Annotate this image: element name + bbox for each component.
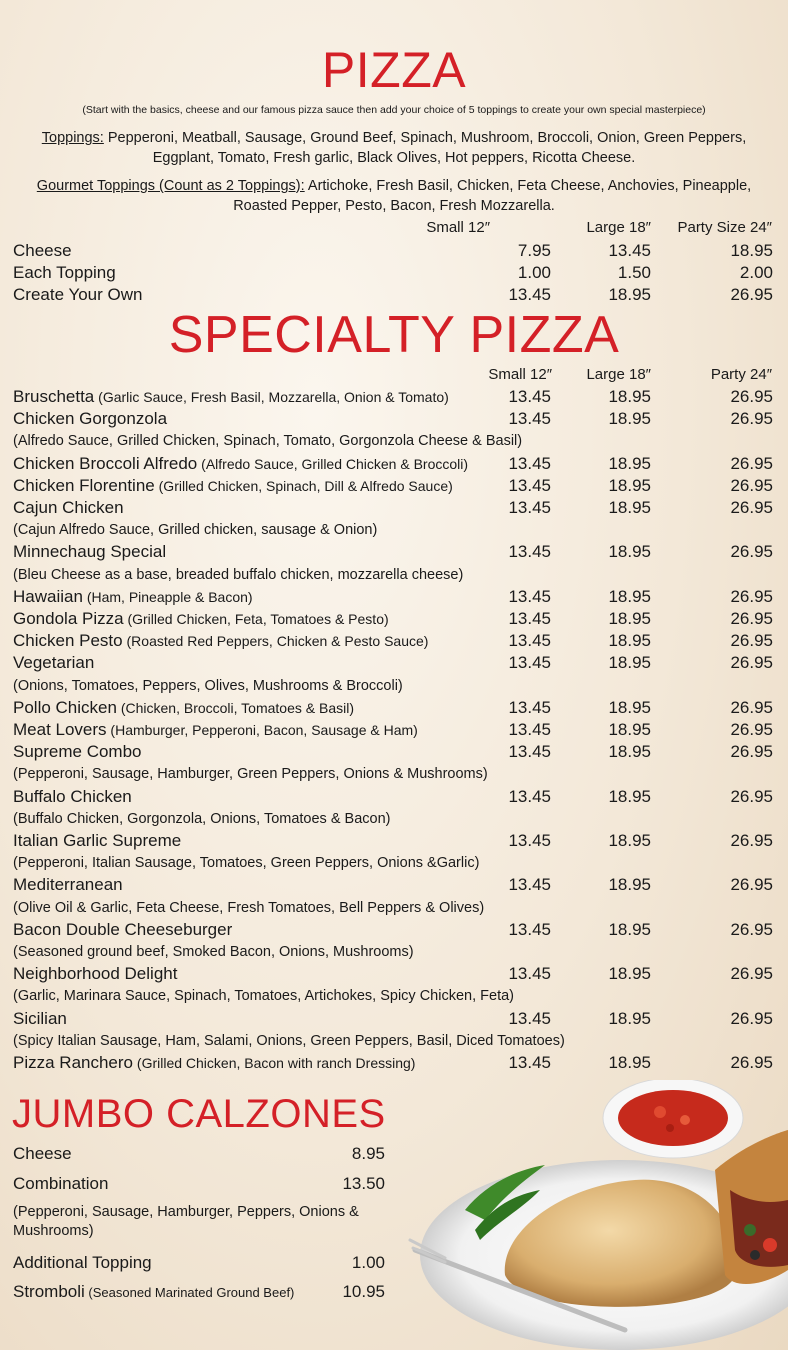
price-large: 13.45 [608, 241, 651, 260]
specialty-row-name: Pollo Chicken [13, 698, 117, 717]
pizza-row-name: Each Topping [13, 263, 116, 282]
price-party: 26.95 [730, 285, 773, 304]
calzone-additional-name: Additional Topping [13, 1253, 152, 1272]
price-large: 18.95 [608, 742, 651, 761]
specialty-row [13, 541, 773, 563]
calzone-stromboli-name: Stromboli [13, 1282, 85, 1301]
specialty-row-desc: (Onions, Tomatoes, Peppers, Olives, Mushrooms & Broccoli) [13, 678, 403, 694]
specialty-row-name-wrap [13, 963, 177, 985]
price-small: 13.45 [508, 1009, 551, 1028]
specialty-row-name-wrap [13, 786, 132, 808]
specialty-row-name: Sicilian [13, 1009, 67, 1028]
price-party: 26.95 [730, 653, 773, 672]
calzone-cheese [13, 1143, 385, 1165]
price-small: 13.45 [508, 720, 551, 739]
specialty-row-desc: (Buffalo Chicken, Gorgonzola, Onions, Tomatoes & Bacon) [13, 811, 391, 827]
price-party: 26.95 [730, 698, 773, 717]
specialty-row-desc: (Olive Oil & Garlic, Feta Cheese, Fresh Tomatoes, Bell Peppers & Olives) [13, 900, 485, 916]
price-large: 18.95 [608, 964, 651, 983]
specialty-row-name: Cajun Chicken [13, 498, 124, 517]
price-large: 18.95 [608, 285, 651, 304]
specialty-row-name-wrap [13, 1052, 415, 1074]
price-large: 18.95 [608, 609, 651, 628]
pizza-row [13, 284, 773, 306]
toppings-list [20, 128, 768, 168]
gourmet-toppings-list [20, 176, 768, 216]
price-small: 13.45 [508, 920, 551, 939]
marinara-sauce [618, 1090, 728, 1146]
price-party: 26.95 [730, 875, 773, 894]
specialty-row-name-wrap [13, 608, 389, 630]
specialty-row-inline-desc: (Ham, Pineapple & Bacon) [82, 589, 253, 605]
specialty-pizza-title: SPECIALTY PIZZA [168, 306, 620, 364]
specialty-row-name-wrap [13, 586, 253, 608]
toppings-text: Pepperoni, Meatball, Sausage, Ground Beef, Spinach, Mushroom, Broccoli, Onion, Green Peppers, Eggplant, Tomato, Fresh garlic, Black Olives, Hot peppers, Ricotta Cheese. [103, 130, 747, 166]
specialty-row-name: Minnechaug Special [13, 542, 167, 561]
specialty-row-name-wrap [13, 386, 449, 408]
specialty-row-desc: (Seasoned ground beef, Smoked Bacon, Onions, Mushrooms) [13, 944, 414, 960]
price-party: 18.95 [730, 241, 773, 260]
specialty-row-desc: (Bleu Cheese as a base, breaded buffalo chicken, mozzarella cheese) [13, 567, 464, 583]
price-large: 18.95 [608, 409, 651, 428]
price-party: 26.95 [730, 720, 773, 739]
specialty-row-name: Supreme Combo [13, 742, 142, 761]
specialty-row [13, 608, 773, 630]
price-small: 13.45 [508, 454, 551, 473]
calzone-stromboli-price: 10.95 [342, 1282, 385, 1301]
price-party: 26.95 [730, 498, 773, 517]
price-large: 18.95 [608, 387, 651, 406]
price-small: 13.45 [508, 587, 551, 606]
specialty-row [13, 697, 773, 719]
specialty-row-name-wrap [13, 919, 232, 941]
specialty-row [13, 1052, 773, 1074]
price-small: 13.45 [508, 631, 551, 650]
specialty-row-name-wrap [13, 874, 123, 896]
specialty-row-name: Chicken Pesto [13, 631, 123, 650]
specialty-row-name-wrap [13, 630, 428, 652]
price-large: 18.95 [608, 787, 651, 806]
specialty-row-name: Vegetarian [13, 653, 95, 672]
specialty-row-desc: (Spicy Italian Sausage, Ham, Salami, Onions, Green Peppers, Basil, Diced Tomatoes) [13, 1033, 565, 1049]
specialty-row [13, 963, 773, 985]
price-party: 26.95 [730, 476, 773, 495]
calzone-photo [405, 1080, 788, 1350]
price-small: 13.45 [508, 698, 551, 717]
specialty-row-inline-desc: (Chicken, Broccoli, Tomatoes & Basil) [116, 700, 355, 716]
specialty-row-name: Mediterranean [13, 875, 123, 894]
calzone-combination [13, 1173, 385, 1195]
price-large: 18.95 [608, 875, 651, 894]
price-small: 13.45 [508, 1053, 551, 1072]
specialty-row [13, 830, 773, 852]
specialty-row [13, 408, 773, 430]
gourmet-text: Artichoke, Fresh Basil, Chicken, Feta Cheese, Anchovies, Pineapple, Roasted Pepper, Pesto, Bacon, Fresh Mozzarella. [233, 178, 752, 214]
price-party: 26.95 [730, 920, 773, 939]
calzones-title: JUMBO CALZONES [12, 1092, 386, 1136]
price-small: 1.00 [517, 263, 551, 282]
specialty-row [13, 497, 773, 519]
price-large: 18.95 [608, 498, 651, 517]
price-small: 13.45 [508, 875, 551, 894]
specialty-row-inline-desc: (Alfredo Sauce, Grilled Chicken & Broccoli) [197, 456, 469, 472]
specialty-row-name-wrap [13, 541, 166, 563]
calzone-cheese-name: Cheese [13, 1144, 72, 1163]
specialty-row [13, 475, 773, 497]
specialty-row-name: Bacon Double Cheeseburger [13, 920, 233, 939]
price-party: 26.95 [730, 1053, 773, 1072]
price-small: 13.45 [508, 787, 551, 806]
specialty-size-header-large: Large 18″ [586, 366, 651, 383]
specialty-row-inline-desc: (Grilled Chicken, Feta, Tomatoes & Pesto) [123, 611, 389, 627]
price-large: 18.95 [608, 653, 651, 672]
specialty-row-inline-desc: (Garlic Sauce, Fresh Basil, Mozzarella, Onion & Tomato) [94, 389, 449, 405]
specialty-row-desc: (Alfredo Sauce, Grilled Chicken, Spinach, Tomato, Gorgonzola Cheese & Basil) [13, 433, 523, 449]
price-large: 18.95 [608, 476, 651, 495]
price-large: 18.95 [608, 542, 651, 561]
price-large: 18.95 [608, 1053, 651, 1072]
pizza-row-name: Create Your Own [13, 285, 143, 304]
specialty-row-name-wrap [13, 475, 453, 497]
price-small: 13.45 [508, 831, 551, 850]
specialty-row-name: Bruschetta [13, 387, 95, 406]
specialty-row [13, 586, 773, 608]
price-party: 26.95 [730, 831, 773, 850]
pizza-title: PIZZA [321, 42, 467, 98]
calzone-cheese-price: 8.95 [351, 1144, 385, 1163]
price-party: 26.95 [730, 454, 773, 473]
price-party: 26.95 [730, 1009, 773, 1028]
price-small: 7.95 [517, 241, 551, 260]
specialty-row-desc: (Pepperoni, Italian Sausage, Tomatoes, Green Peppers, Onions &Garlic) [13, 855, 480, 871]
specialty-row-name: Hawaiian [13, 587, 83, 606]
price-party: 26.95 [730, 587, 773, 606]
specialty-row-name: Neighborhood Delight [13, 964, 178, 983]
calzone-additional-price: 1.00 [351, 1253, 385, 1272]
calzone-combination-price: 13.50 [342, 1174, 385, 1193]
pizza-row-name: Cheese [13, 241, 72, 260]
calzone-stromboli-detail: (Seasoned Marinated Ground Beef) [84, 1285, 295, 1300]
price-party: 26.95 [730, 742, 773, 761]
specialty-row-name-wrap [13, 741, 142, 763]
pizza-intro: (Start with the basics, cheese and our famous pizza sauce then add your choice of 5 toppings to create your own special masterpiece) [82, 104, 706, 116]
price-large: 18.95 [608, 1009, 651, 1028]
specialty-row [13, 919, 773, 941]
price-party: 26.95 [730, 787, 773, 806]
price-small: 13.45 [508, 742, 551, 761]
specialty-row-inline-desc: (Hamburger, Pepperoni, Bacon, Sausage & Ham) [106, 722, 418, 738]
specialty-row [13, 386, 773, 408]
price-small: 13.45 [508, 285, 551, 304]
gourmet-label: Gourmet Toppings (Count as 2 Toppings): [36, 178, 305, 194]
specialty-row-name: Pizza Ranchero [13, 1053, 134, 1072]
specialty-row-inline-desc: (Grilled Chicken, Bacon with ranch Dressing) [133, 1055, 416, 1071]
pizza-row [13, 262, 773, 284]
price-large: 18.95 [608, 454, 651, 473]
price-small: 13.45 [508, 387, 551, 406]
specialty-row-name: Chicken Broccoli Alfredo [13, 454, 198, 473]
specialty-row [13, 1008, 773, 1030]
calzone-stromboli [13, 1281, 385, 1304]
price-small: 13.45 [508, 609, 551, 628]
specialty-row-inline-desc: (Roasted Red Peppers, Chicken & Pesto Sauce) [122, 633, 429, 649]
specialty-row [13, 874, 773, 896]
specialty-row-name-wrap [13, 652, 94, 674]
price-small: 13.45 [508, 542, 551, 561]
specialty-row-name-wrap [13, 1008, 67, 1030]
specialty-row [13, 453, 773, 475]
toppings-label: Toppings: [41, 130, 104, 146]
price-small: 13.45 [508, 653, 551, 672]
price-party: 26.95 [730, 609, 773, 628]
price-party: 2.00 [739, 263, 773, 282]
price-small: 13.45 [508, 476, 551, 495]
price-small: 13.45 [508, 964, 551, 983]
calzone-additional-topping [13, 1252, 385, 1274]
specialty-row-name-wrap [13, 453, 468, 475]
specialty-row-desc: (Cajun Alfredo Sauce, Grilled chicken, sausage & Onion) [13, 522, 378, 538]
price-small: 13.45 [508, 498, 551, 517]
price-party: 26.95 [730, 409, 773, 428]
specialty-row-name: Meat Lovers [13, 720, 107, 739]
price-large: 18.95 [608, 831, 651, 850]
calzone-combination-name: Combination [13, 1174, 109, 1193]
specialty-row-name-wrap [13, 719, 418, 741]
price-large: 18.95 [608, 631, 651, 650]
specialty-row-name: Chicken Gorgonzola [13, 409, 168, 428]
specialty-row-name: Gondola Pizza [13, 609, 124, 628]
specialty-row-desc: (Garlic, Marinara Sauce, Spinach, Tomatoes, Artichokes, Spicy Chicken, Feta) [13, 988, 515, 1004]
calzone-combination-desc: (Pepperoni, Sausage, Hamburger, Peppers, Onions & Mushrooms) [13, 1204, 359, 1239]
price-party: 26.95 [730, 964, 773, 983]
specialty-size-header-small: Small 12″ [488, 366, 552, 383]
specialty-row [13, 630, 773, 652]
specialty-row [13, 652, 773, 674]
size-header-party: Party Size 24″ [677, 219, 772, 236]
specialty-row [13, 786, 773, 808]
specialty-row-name-wrap [13, 408, 167, 430]
price-party: 26.95 [730, 631, 773, 650]
specialty-row-name: Buffalo Chicken [13, 787, 132, 806]
price-party: 26.95 [730, 542, 773, 561]
pizza-row [13, 240, 773, 262]
specialty-row [13, 719, 773, 741]
specialty-row-name-wrap [13, 497, 124, 519]
specialty-size-header-party: Party 24″ [710, 366, 772, 383]
price-small: 13.45 [508, 409, 551, 428]
price-large: 18.95 [608, 698, 651, 717]
size-header-large: Large 18″ [586, 219, 651, 236]
price-large: 1.50 [617, 263, 651, 282]
specialty-row-name: Italian Garlic Supreme [13, 831, 182, 850]
specialty-row-name-wrap [13, 830, 181, 852]
price-large: 18.95 [608, 720, 651, 739]
specialty-row-name-wrap [13, 697, 354, 719]
price-large: 18.95 [608, 920, 651, 939]
specialty-row [13, 741, 773, 763]
specialty-row-name: Chicken Florentine [13, 476, 155, 495]
size-header-small: Small 12″ [426, 219, 490, 236]
specialty-row-inline-desc: (Grilled Chicken, Spinach, Dill & Alfredo Sauce) [154, 478, 453, 494]
specialty-row-desc: (Pepperoni, Sausage, Hamburger, Green Peppers, Onions & Mushrooms) [13, 766, 488, 782]
price-large: 18.95 [608, 587, 651, 606]
price-party: 26.95 [730, 387, 773, 406]
